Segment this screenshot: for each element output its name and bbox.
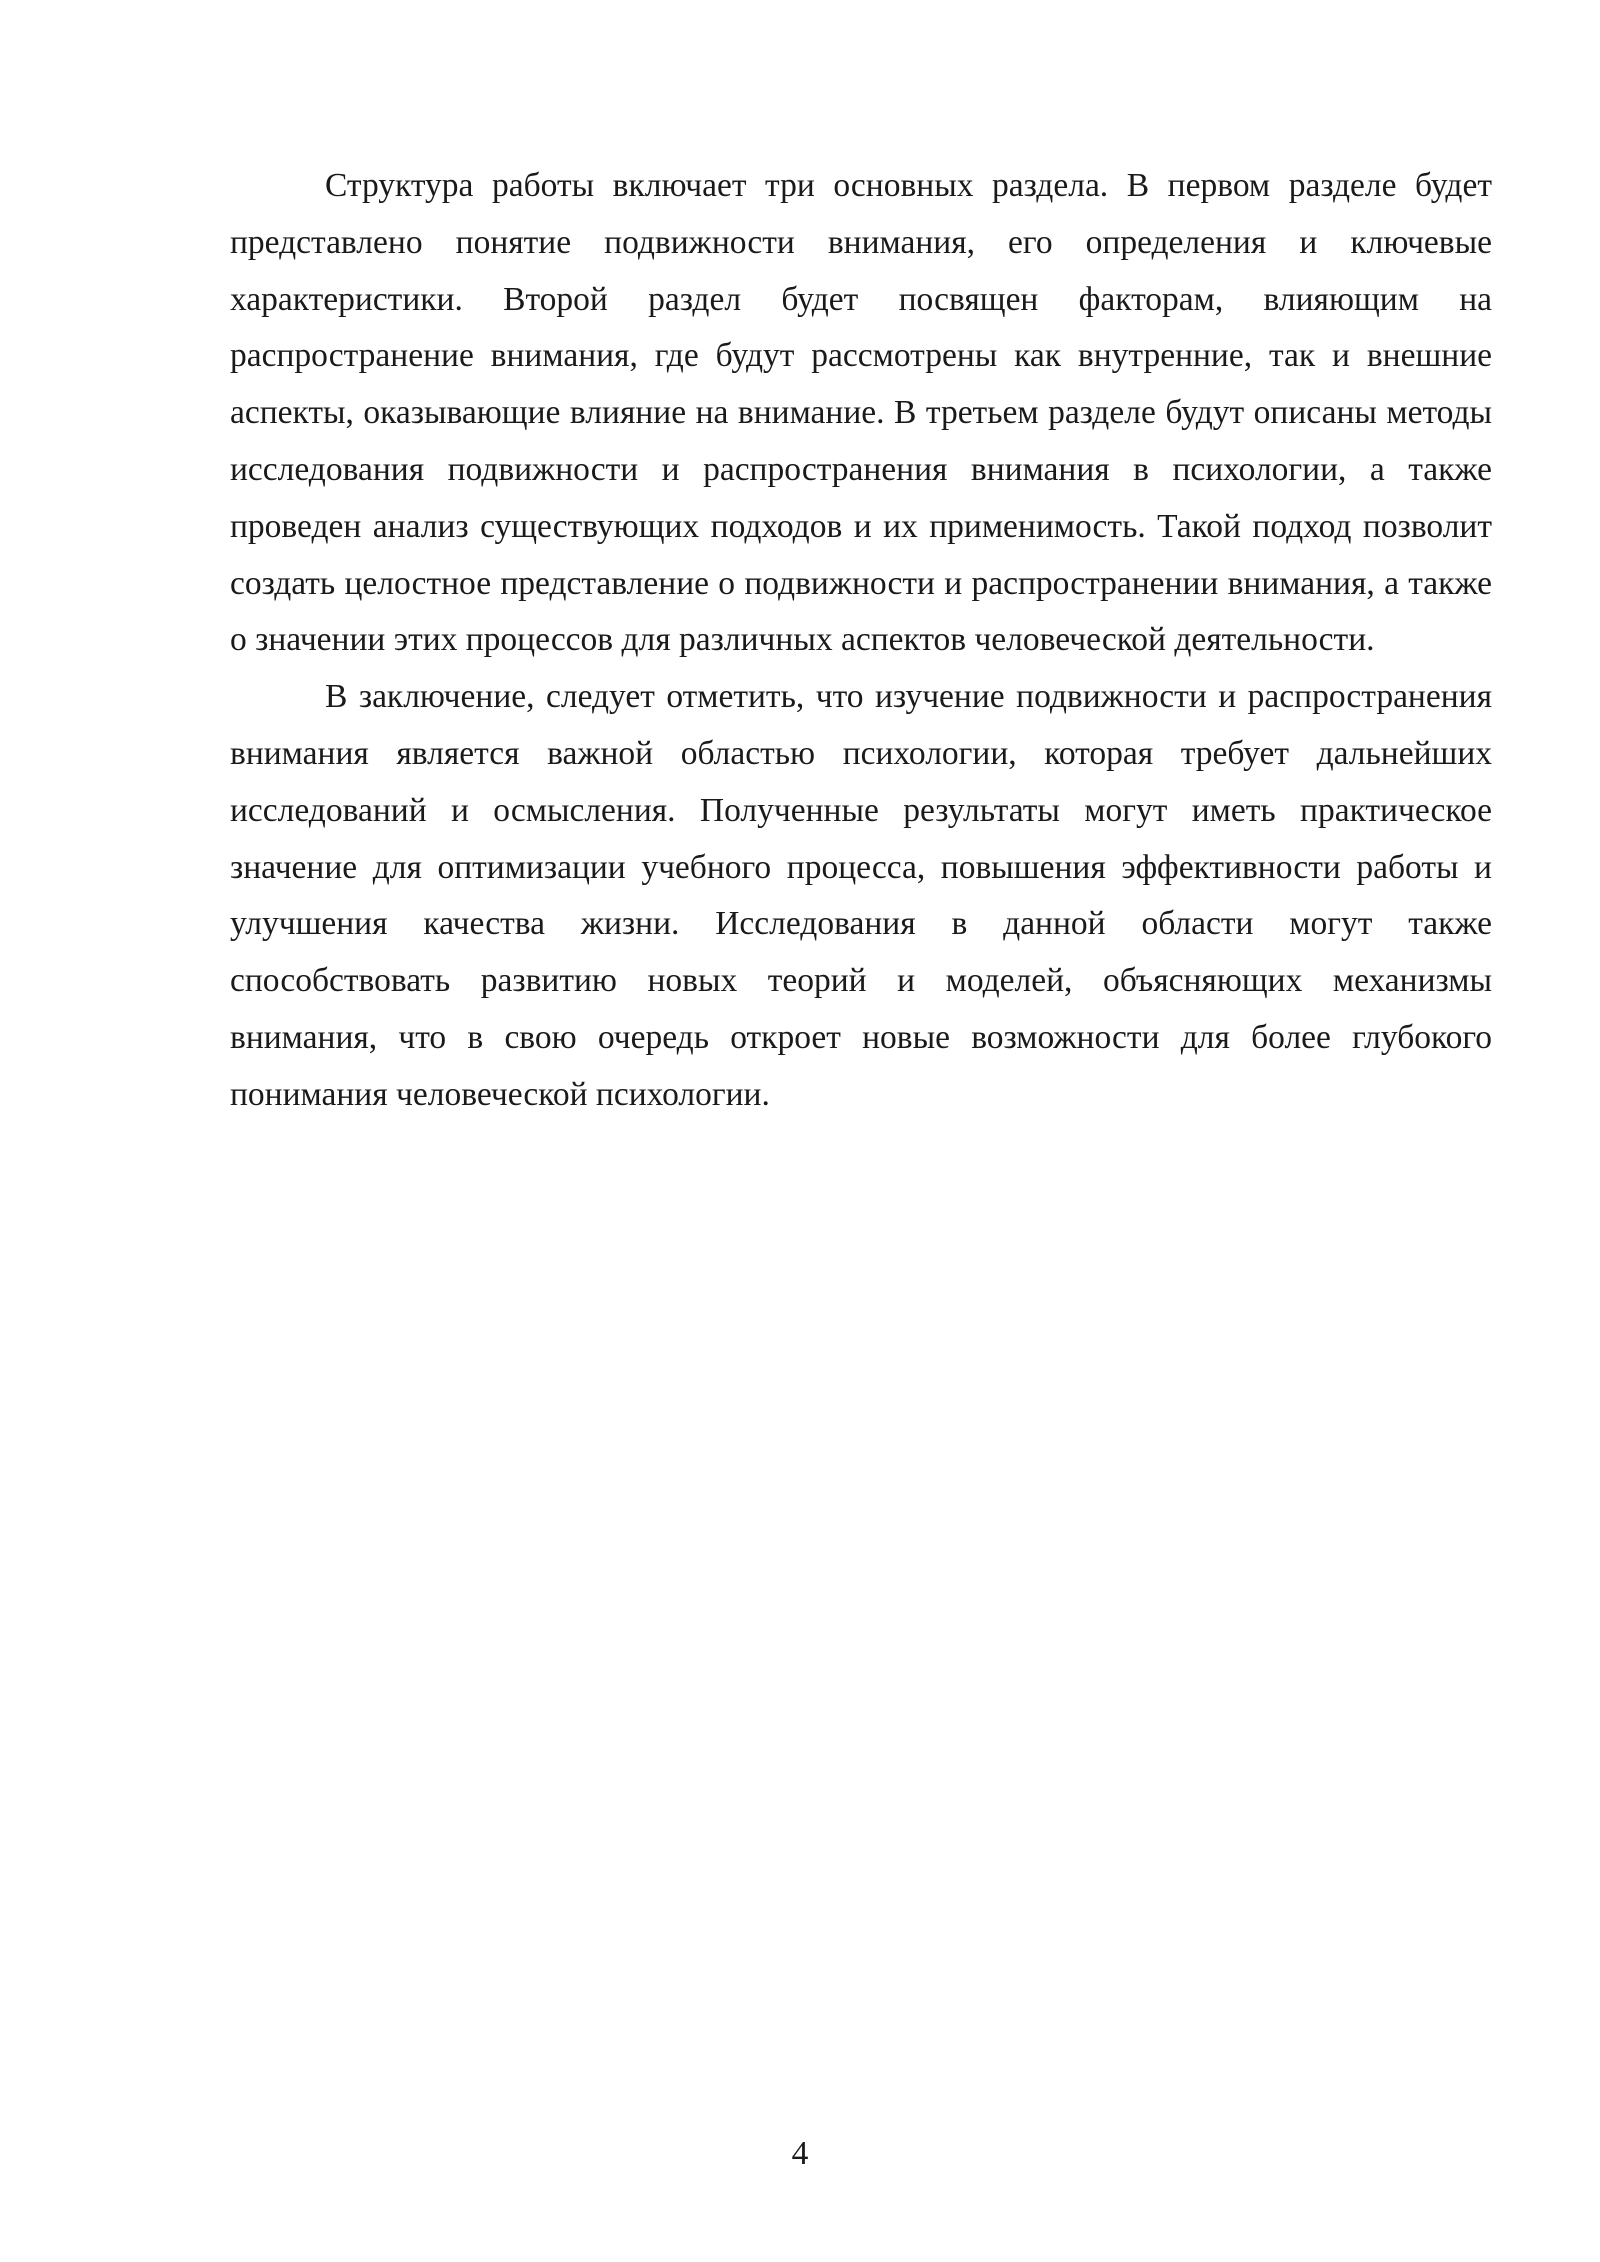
page-number: 4 [791, 2135, 809, 2172]
paragraph-structure: Структура работы включает три основных раздела. В первом разделе будет представлено понятие подвижности внимания, его определения и ключевые характеристики. Второй раздел будет посвящен факторам, влияющим на распространение внимания, где будут рассмотрены как внутренние, так и внешние аспекты, оказывающие влияние на внимание. В третьем разделе будут описаны методы исследования подвижности и распространения внимания в психологии, а также проведен анализ существующих подходов и их применимость. Такой подход позволит создать целостное представление о подвижности и распространении внимания, а также о значении этих процессов для различных аспектов человеческой деятельности. [230, 167, 1492, 659]
body-text [230, 158, 1492, 1124]
paragraph-conclusion: В заключение, следует отметить, что изучение подвижности и распространения внимания является важной областью психологии, которая требует дальнейших исследований и осмысления. Полученные результаты могут иметь практическое значение для оптимизации учебного процесса, повышения эффективности работы и улучшения качества жизни. Исследования в данной области могут также способствовать развитию новых теорий и моделей, объясняющих механизмы внимания, что в свою очередь откроет новые возможности для более глубокого понимания человеческой психологии. [230, 678, 1492, 1113]
